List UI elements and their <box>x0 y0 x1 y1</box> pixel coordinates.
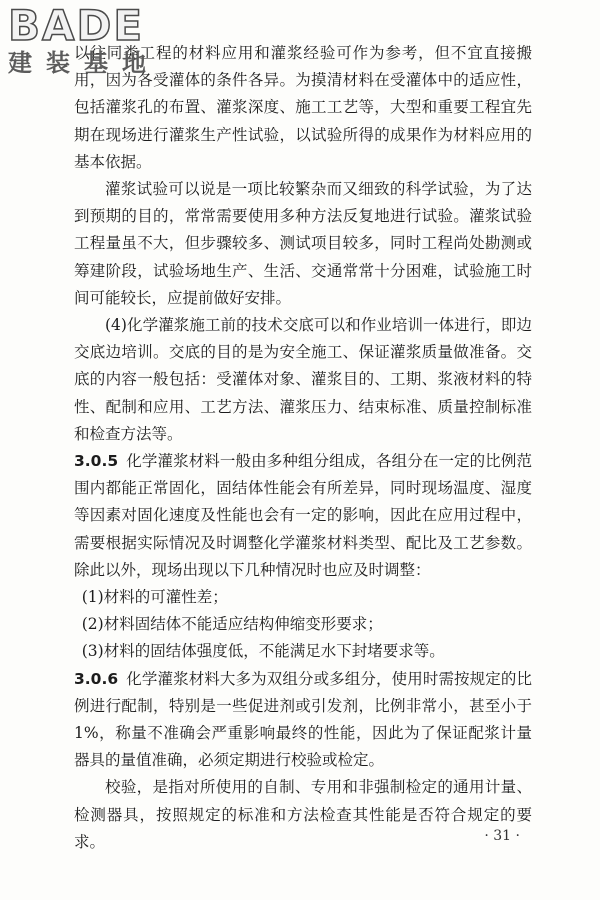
list-item: (1)材料的可灌性差； <box>81 588 228 607</box>
section-3-0-5 <box>74 448 532 584</box>
paragraph-2: 灌浆试验可以说是一项比较繁杂而又细致的科学试验，为了达到预期的目的，常常需要使用多种方法反复地进行试验。灌浆试验工程量虽不大，但步骤较多、测试项目较多，同时工程尚处勘测或筹建阶段，试验场地生产、生活、交通常常十分困难，试验施工时间可能较长，应提前做好安排。 <box>74 180 532 307</box>
list-item: (3)材料的固结体强度低，不能满足水下封堵要求等。 <box>81 642 445 661</box>
paragraph-1: 以往同类工程的材料应用和灌浆经验可作为参考，但不宜直接搬用，因为各受灌体的条件各异。为摸清材料在受灌体中的适应性，包括灌浆孔的布置、灌浆深度、施工工艺等，大型和重要工程宜先期在现场进行灌浆生产性试验，以试验所得的成果作为材料应用的基本依据。 <box>74 44 532 171</box>
paragraph-3: (4)化学灌浆施工前的技术交底可以和作业培训一体进行，即边交底边培训。交底的目的是为安全施工、保证灌浆质量做准备。交底的内容一般包括：受灌体对象、灌浆目的、工期、浆液材料的特性、配制和应用、工艺方法、灌浆压力、结束标准、质量控制标准和检查方法等。 <box>74 316 532 443</box>
section-text: 化学灌浆材料大多为双组分或多组分，使用时需按规定的比例进行配制，特别是一些促进剂或引发剂，比例非常小，甚至小于1%，称量不准确会严重影响最终的性能，因此为了保证配浆计量器具的量值准确，必须定期进行校验或检定。 <box>74 669 532 770</box>
list-item: (2)材料固结体不能适应结构伸缩变形要求； <box>81 615 383 634</box>
logo-subtitle: 建装基地 <box>8 49 160 77</box>
body-text <box>74 40 532 856</box>
section-text: 化学灌浆材料一般由多种组分组成，各组分在一定的比例范围内都能正常固化，固结体性能会有所差异，同时现场温度、湿度等因素对固化速度及性能也会有一定的影响，因此在应用过程中，需要根据实际情况及时调整化学灌浆材料类型、配比及工艺参数。除此以外，现场出现以下几种情况时也应及时调整： <box>74 452 532 579</box>
watermark-logo <box>8 1 188 77</box>
page-number: · 31 · <box>484 828 520 844</box>
section-number: 3.0.5 <box>74 452 119 471</box>
paragraph-calibration: 校验，是指对所使用的自制、专用和非强制检定的通用计量、检测器具，按照规定的标准和方法检查其性能是否符合规定的要求。 <box>74 778 532 851</box>
logo-brand: BADE <box>8 1 145 50</box>
section-number: 3.0.6 <box>74 669 119 688</box>
section-3-0-6 <box>74 666 532 775</box>
